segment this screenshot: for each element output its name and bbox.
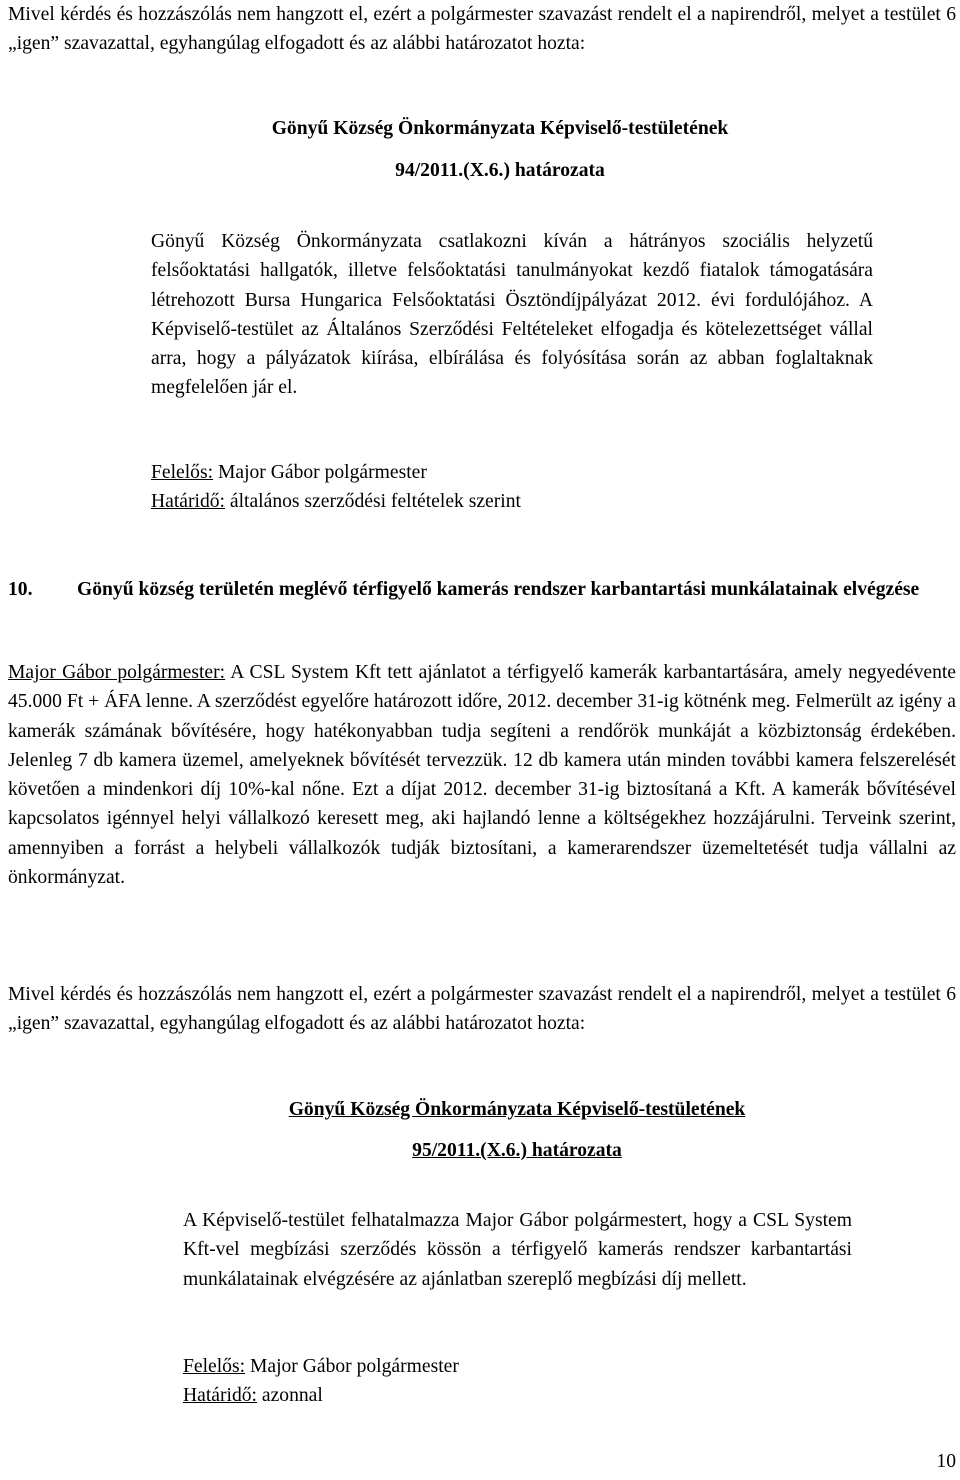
intro-text: Mivel kérdés és hozzászólás nem hangzott el, ezért a polgármester szavazást rendelt el a napirendről, melyet a testület 6 „igen” szavazattal, egyhangúlag elfogadott és az alábbi határozatot hozta: <box>8 4 956 55</box>
responsible-value-2: Major Gábor polgármester <box>245 1356 459 1377</box>
resolution-number <box>0 156 960 185</box>
intro-paragraph <box>8 0 956 59</box>
resolution-responsible <box>151 458 873 487</box>
speaker-label: Major Gábor polgármester: <box>8 662 226 683</box>
resolution-heading <box>0 114 960 143</box>
resolution-number-text: 94/2011.(X.6.) határozata <box>395 160 605 181</box>
resolution-heading-text-2: Gönyű Község Önkormányzata Képviselő-testületének <box>288 1099 746 1120</box>
intro-text-2: Mivel kérdés és hozzászólás nem hangzott el, ezért a polgármester szavazást rendelt el a napirendről, melyet a testület 6 „igen” szavazattal, egyhangúlag elfogadott és az alábbi határozatot hozta: <box>8 984 956 1035</box>
resolution-number-text-2: 95/2011.(X.6.) határozata <box>412 1140 622 1161</box>
resolution-body-text: Gönyű Község Önkormányzata csatlakozni kíván a hátrányos szociális helyzetű felsőoktatási hallgatók, illetve felsőoktatási tanulmányokat kezdő fiatalok támogatására létrehozott Bursa Hungarica Felsőoktatási Ösztöndíjpályázat 2012. évi fordulójához. A Képviselő-testület az Általános Szerződési Feltételeket elfogadja és kötelezettséget vállal arra, hogy a pályázatok kiírása, elbírálása és folyósítása során az abban foglaltaknak megfelelően jár el. <box>151 231 873 399</box>
agenda-item-discussion-text <box>8 658 956 892</box>
resolution-deadline-2 <box>183 1381 852 1410</box>
page-number <box>926 1447 956 1476</box>
agenda-item-title: Gönyű község területén meglévő térfigyelő kamerás rendszer karbantartási munkálatainak elvégzése <box>77 579 920 600</box>
resolution-responsible-2 <box>183 1352 852 1381</box>
resolution-body-2 <box>183 1206 852 1294</box>
agenda-item-heading <box>8 575 956 604</box>
resolution-body <box>151 227 873 403</box>
resolution-deadline <box>151 487 873 516</box>
speaker-text: A CSL System Kft tett ajánlatot a térfigyelő kamerák karbantartására, amely negyedévente 45.000 Ft + ÁFA lenne. A szerződést egyelőre határozott időre, 2012. december 31-ig kötnénk meg. Felmerült az igény a kamerák számának bővítésére, hogy hatékonyabban tudja segíteni a rendőrök munkáját a közbiztonság érdekében. Jelenleg 7 db kamera üzemel, amelyeknek bővítését tervezzük. 12 db kamera után minden további kamera felszerelését követően a mindenkori díj 10%-kal nőne. Ezt a díjat 2012. december 31-ig biztosítaná a Kft. A kamerák bővítésével kapcsolatos igénnyel helyi vállalkozó keresett meg, aki hajlandó lenne a költségekhez hozzájárulni. Terveink szerint, amennyiben a forrást a helybeli vállalkozók tudják biztosítani, a kamerarendszer üzemeltetését tudja vállalni az önkormányzat. <box>8 662 957 889</box>
agenda-item-number: 10. <box>8 579 33 600</box>
resolution-heading-text: Gönyű Község Önkormányzata Képviselő-testületének <box>271 118 729 139</box>
deadline-label-2: Határidő: <box>183 1385 257 1406</box>
page-number-text: 10 <box>936 1451 956 1472</box>
deadline-value-2: azonnal <box>257 1385 323 1406</box>
intro-paragraph-2 <box>8 980 956 1039</box>
agenda-item-discussion <box>8 658 956 892</box>
deadline-label: Határidő: <box>151 491 225 512</box>
resolution-heading-2 <box>0 1095 960 1124</box>
responsible-label-2: Felelős: <box>183 1356 246 1377</box>
resolution-number-2 <box>0 1136 960 1165</box>
deadline-value: általános szerződési feltételek szerint <box>225 491 521 512</box>
responsible-label: Felelős: <box>151 462 214 483</box>
responsible-value: Major Gábor polgármester <box>213 462 427 483</box>
resolution-body-text-2: A Képviselő-testület felhatalmazza Major Gábor polgármestert, hogy a CSL System Kft-vel megbízási szerződés kössön a térfigyelő kamerás rendszer karbantartási munkálatainak elvégzésére az ajánlatban szereplő megbízási díj mellett. <box>183 1210 852 1290</box>
